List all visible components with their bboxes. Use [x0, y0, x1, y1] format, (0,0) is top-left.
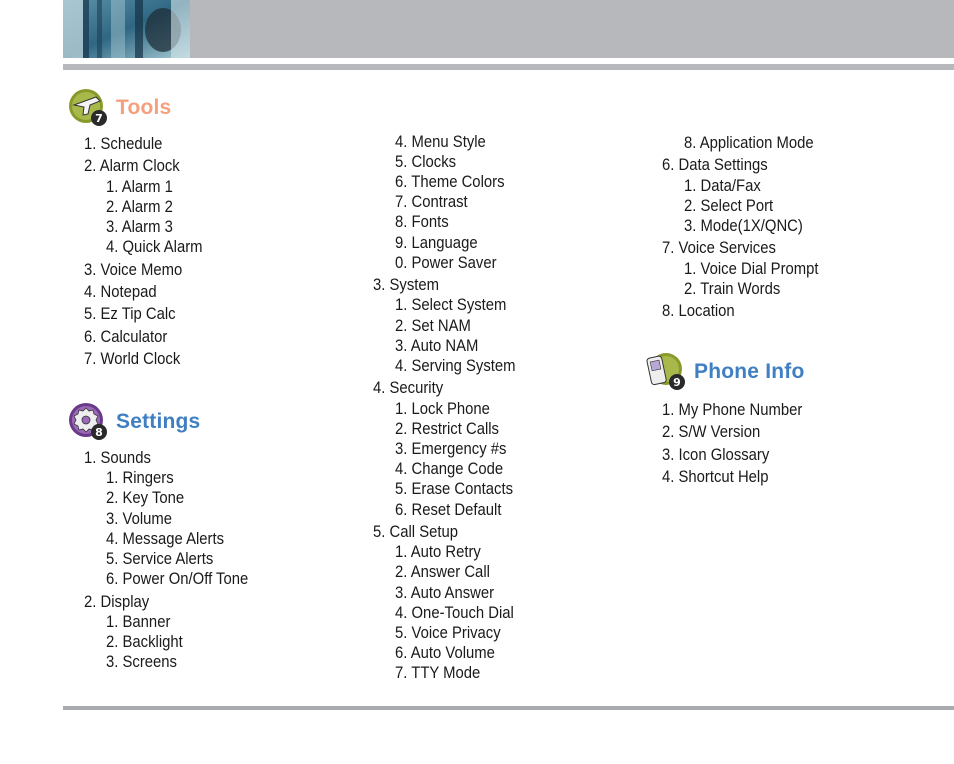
svg-text:9: 9 [673, 376, 681, 389]
settings-icon [68, 402, 110, 442]
list-item: 4. Security [373, 379, 444, 397]
list-item: 2. Set NAM [395, 317, 471, 335]
list-item: 1. Sounds [84, 449, 151, 467]
list-item: 3. Volume [106, 510, 173, 528]
list-item: 1. My Phone Number [662, 401, 803, 419]
list-item: 3. Mode(1X/QNC) [684, 217, 803, 235]
list-item: 6. Auto Volume [395, 644, 495, 662]
phone-info-heading [646, 352, 805, 392]
phone-info-icon [646, 352, 688, 392]
list-item: 3. Emergency #s [395, 440, 507, 458]
list-item: 2. Key Tone [106, 489, 185, 507]
list-item: 3. Alarm 3 [106, 218, 173, 236]
tools-icon [68, 88, 110, 128]
list-item: 4. Serving System [395, 357, 516, 375]
list-item: 2. Display [84, 593, 150, 611]
svg-text:7: 7 [95, 112, 103, 125]
list-item: 7. World Clock [84, 350, 181, 368]
list-item: 4. Change Code [395, 460, 504, 478]
list-item: 5. Service Alerts [106, 550, 214, 568]
list-item: 3. Icon Glossary [662, 446, 770, 464]
list-item: 2. Select Port [684, 197, 774, 215]
list-item: 1. Select System [395, 296, 507, 314]
list-item: 1. Voice Dial Prompt [684, 260, 819, 278]
list-item: 2. Train Words [684, 280, 781, 298]
list-item: 2. Restrict Calls [395, 420, 499, 438]
list-item: 8. Fonts [395, 213, 449, 231]
list-item: 4. Menu Style [395, 133, 486, 151]
header-divider [63, 64, 954, 70]
list-item: 3. Auto Answer [395, 584, 495, 602]
list-item: 1. Lock Phone [395, 400, 490, 418]
list-item: 1. Alarm 1 [106, 178, 173, 196]
list-item: 2. Answer Call [395, 563, 490, 581]
list-item: 8. Application Mode [684, 134, 814, 152]
list-item: 4. Message Alerts [106, 530, 225, 548]
list-item: 3. Auto NAM [395, 337, 479, 355]
list-item: 9. Language [395, 234, 478, 252]
list-item: 2. Backlight [106, 633, 183, 651]
list-item: 5. Clocks [395, 153, 457, 171]
list-item: 1. Banner [106, 613, 171, 631]
list-item: 3. System [373, 276, 440, 294]
list-item: 5. Voice Privacy [395, 624, 501, 642]
list-item: 3. Screens [106, 653, 177, 671]
svg-text:8: 8 [95, 426, 103, 439]
list-item: 2. S/W Version [662, 423, 761, 441]
header-bar [190, 0, 954, 58]
list-item: 4. Notepad [84, 283, 157, 301]
list-item: 6. Theme Colors [395, 173, 505, 191]
list-item: 7. Voice Services [662, 239, 776, 257]
list-item: 1. Schedule [84, 135, 163, 153]
list-item: 4. One-Touch Dial [395, 604, 514, 622]
list-item: 6. Reset Default [395, 501, 502, 519]
list-item: 4. Quick Alarm [106, 238, 203, 256]
list-item: 7. TTY Mode [395, 664, 481, 682]
list-item: 1. Auto Retry [395, 543, 481, 561]
section-title-tools: Tools [116, 96, 172, 119]
list-item: 6. Power On/Off Tone [106, 570, 249, 588]
list-item: 8. Location [662, 302, 735, 320]
list-item: 5. Erase Contacts [395, 480, 514, 498]
list-item: 1. Ringers [106, 469, 174, 487]
list-item: 3. Voice Memo [84, 261, 183, 279]
list-item: 5. Call Setup [373, 523, 459, 541]
list-item: 0. Power Saver [395, 254, 497, 272]
list-item: 1. Data/Fax [684, 177, 761, 195]
list-item: 6. Calculator [84, 328, 168, 346]
list-item: 2. Alarm Clock [84, 157, 180, 175]
footer-divider [63, 706, 954, 710]
header-photo [63, 0, 190, 58]
settings-heading [68, 402, 200, 442]
list-item: 7. Contrast [395, 193, 468, 211]
tools-heading [68, 88, 171, 128]
list-item: 5. Ez Tip Calc [84, 305, 176, 323]
section-title-phone-info: Phone Info [694, 360, 805, 383]
list-item: 4. Shortcut Help [662, 468, 769, 486]
list-item: 6. Data Settings [662, 156, 768, 174]
list-item: 2. Alarm 2 [106, 198, 173, 216]
section-title-settings: Settings [116, 410, 201, 433]
